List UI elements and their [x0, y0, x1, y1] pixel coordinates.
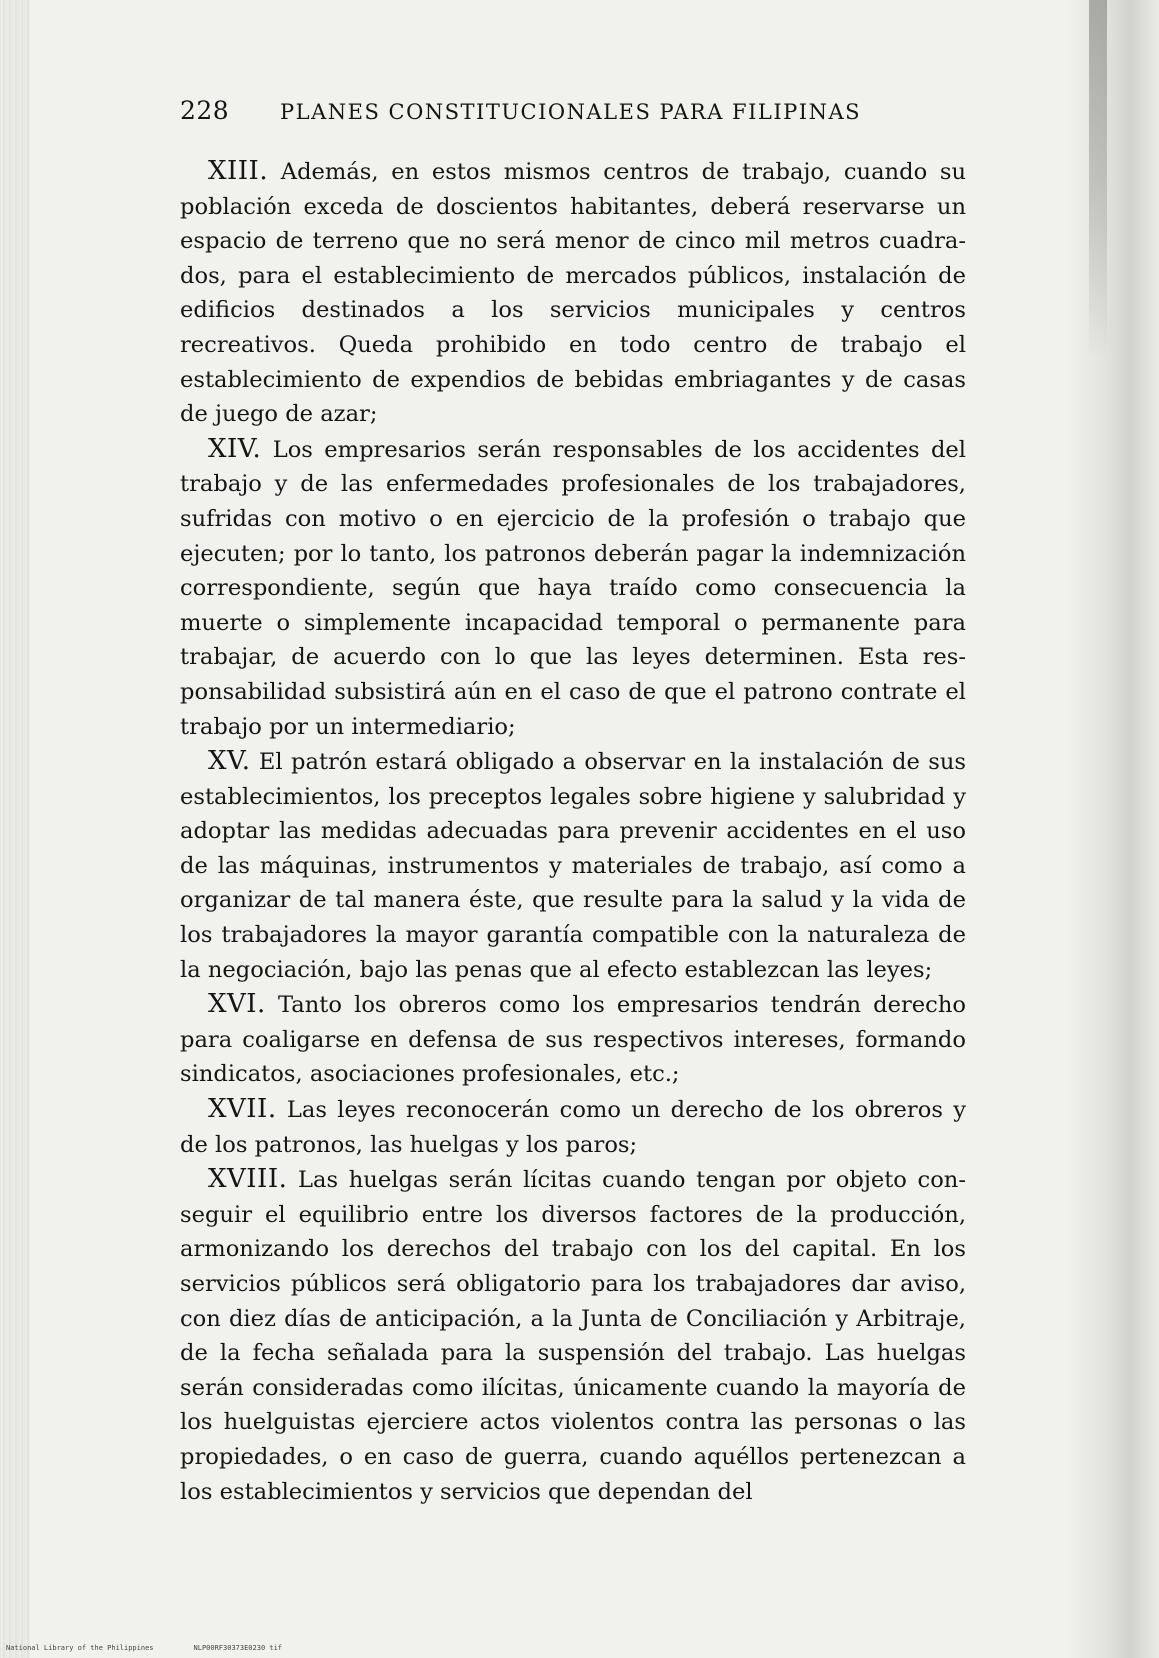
paragraph-text: El patrón estará obligado a observar en la instalación de sus establecimientos, los preceptos legales sobre higiene y salubridad y adoptar las medidas adecuadas para prevenir accidentes en el uso de las máquinas, instrumentos y materiales de trabajo, así como a organizar de tal manera éste, que resulte para la salud y la vida de los trabajadores la mayor garantía compatible con la naturaleza de la negociación, bajo las penas que al efecto establezcan las leyes;: [180, 749, 966, 983]
paragraph-text: Tanto los obreros como los empresarios tendrán derecho para coaligarse en defensa de sus respectivos intereses, formando sindicatos, asociaciones profesionales, etc.;: [180, 992, 966, 1088]
paragraph-xviii: [180, 1162, 966, 1509]
paragraph-numeral: XIII.: [208, 156, 269, 186]
paragraph-text: Las huelgas serán lícitas cuando tengan por objeto conseguir el equilibrio entre los diversos factores de la producción, armonizando los derechos del trabajo con los del capital. En los servicios públicos será obligatorio para los trabajadores dar aviso, con diez días de anticipación, a la Junta de Conciliación y Arbitraje, de la fecha señalada para la suspensión del trabajo. Las huelgas serán consideradas como ilícitas, únicamente cuando la mayoría de los huelguistas ejerciere actos violentos contra las personas o las propiedades, o en caso de guerra, cuando aquéllos pertenezcan a los establecimientos y servicios que dependan del: [180, 1167, 966, 1505]
scan-footer: [6, 1644, 282, 1652]
paragraph-numeral: XV.: [208, 746, 251, 777]
footer-code: NLP00RF30373E0230 tif: [193, 1644, 283, 1652]
paragraph-numeral: XVII.: [208, 1094, 277, 1125]
paragraph-text: Las leyes reconocerán como un derecho de los obreros y de los patronos, las huelgas y los paros;: [180, 1097, 966, 1158]
book-page: [180, 96, 966, 1509]
paragraph-xvi: [180, 987, 966, 1092]
page-header: [180, 96, 966, 136]
scan-edge-left: [0, 0, 30, 1658]
paragraph-xv: [180, 744, 966, 987]
paragraph-numeral: XVIII.: [208, 1164, 288, 1195]
paragraph-xvii: [180, 1092, 966, 1162]
footer-source: National Library of the Philippines: [6, 1644, 154, 1652]
scan-binding-shadow: [1089, 0, 1107, 360]
paragraph-xiv: [180, 432, 966, 744]
paragraph-numeral: XIV.: [208, 433, 262, 464]
running-title: PLANES CONSTITUCIONALES PARA FILIPINAS: [280, 100, 861, 124]
paragraph-numeral: XVI.: [208, 989, 266, 1020]
page-number: 228: [180, 96, 230, 125]
scan-edge-right: [1064, 0, 1159, 1658]
body-text: [180, 154, 966, 1509]
paragraph-text: Los empresarios serán responsables de los accidentes del trabajo y de las enfermedades profesionales de los trabajadores, sufridas con motivo o en ejercicio de la profesión o trabajo que ejecuten; por lo tanto, los patronos deberán pagar la indemnización correspondiente, según que haya traído como consecuencia la muerte o simplemente incapacidad temporal o permanente para trabajar, de acuerdo con lo que las leyes determinen. Esta responsabilidad subsistirá aún en el caso de que el patrono contrate el trabajo por un intermediario;: [180, 436, 966, 740]
paragraph-text: Además, en estos mismos centros de trabajo, cuando su población exceda de doscientos habitantes, deberá reservarse un espacio de terreno que no será menor de cinco mil metros cuadrados, para el establecimiento de mercados públicos, instalación de edificios destinados a los servicios municipales y centros recreativos. Queda prohibido en todo centro de trabajo el establecimiento de expendios de bebidas embriagantes y de casas de juego de azar;: [180, 159, 966, 428]
paragraph-xiii: [180, 154, 966, 432]
